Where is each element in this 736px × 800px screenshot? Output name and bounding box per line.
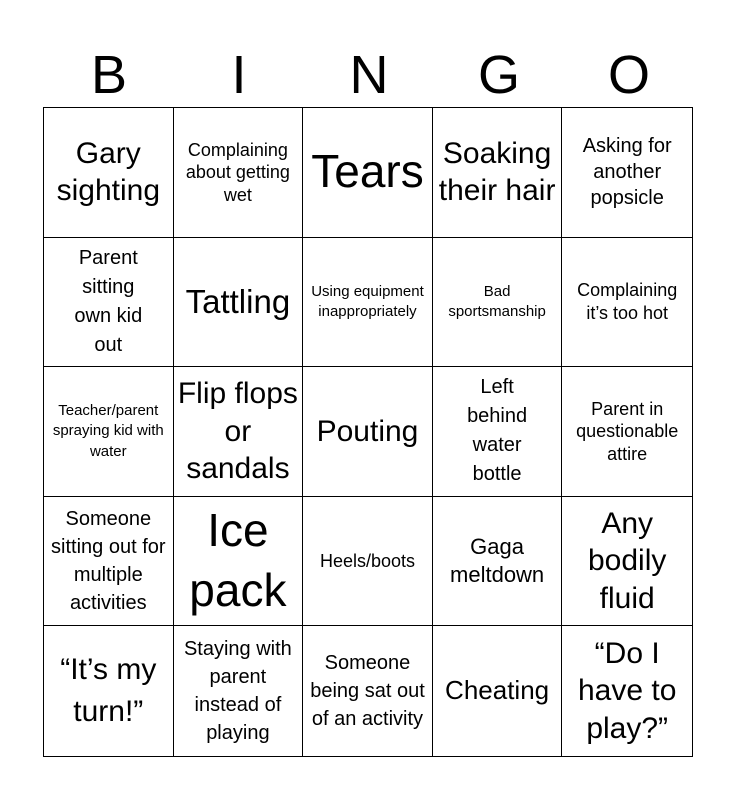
bingo-cell[interactable] — [174, 108, 304, 238]
bingo-cell[interactable] — [44, 626, 174, 756]
header-letter-o: O — [607, 45, 650, 105]
cell-text: Pouting — [316, 414, 419, 448]
bingo-cell[interactable] — [433, 367, 563, 497]
bingo-cell[interactable] — [433, 626, 563, 756]
bingo-cell[interactable] — [303, 367, 433, 497]
cell-text: Any bodily fluid — [587, 506, 667, 615]
bingo-cell[interactable] — [303, 238, 433, 368]
cell-text: Left behind water bottle — [467, 376, 528, 486]
header-letter-i: I — [231, 45, 247, 105]
bingo-cell[interactable] — [174, 626, 304, 756]
cell-text: Tears — [311, 145, 424, 198]
cell-text: Tattling — [185, 282, 291, 320]
cell-text: Heels/boots — [319, 550, 416, 571]
header-letter-b: B — [90, 45, 128, 105]
bingo-cell[interactable] — [303, 108, 433, 238]
header-letter-g: G — [477, 45, 520, 105]
bingo-cell[interactable] — [562, 108, 692, 238]
bingo-cell[interactable] — [303, 626, 433, 756]
bingo-cell[interactable] — [44, 108, 174, 238]
bingo-cell[interactable] — [433, 108, 563, 238]
cell-text: Complaining it’s too hot — [577, 280, 678, 323]
cell-text: “It’s my turn!” — [60, 653, 157, 729]
bingo-cell[interactable] — [44, 497, 174, 627]
header-letter-n: N — [349, 45, 389, 105]
cell-text: Bad sportsmanship — [448, 282, 546, 320]
bingo-cell[interactable] — [303, 497, 433, 627]
cell-text: Using equipment inappropriately — [311, 282, 424, 320]
cell-text: Asking for another popsicle — [582, 135, 672, 210]
cell-text: Parent in questionable attire — [576, 398, 679, 464]
cell-text: Someone being sat out of an activity — [310, 652, 425, 731]
cell-text: Flip flops or sandals — [177, 377, 298, 486]
cell-text: Staying with parent instead of playing — [183, 638, 292, 745]
cell-text: Gaga meltdown — [450, 533, 545, 588]
cell-text: Parent sitting own kid out — [74, 246, 143, 356]
bingo-grid — [43, 107, 693, 757]
bingo-cell[interactable] — [562, 367, 692, 497]
cell-text: Cheating — [445, 675, 550, 706]
bingo-cell[interactable] — [174, 238, 304, 368]
bingo-cell[interactable] — [433, 238, 563, 368]
bingo-cell[interactable] — [562, 626, 692, 756]
cell-text: Teacher/parent spraying kid with water — [52, 402, 164, 460]
bingo-cell[interactable] — [44, 238, 174, 368]
cell-text: Someone sitting out for multiple activities — [51, 508, 166, 615]
bingo-header — [44, 44, 694, 106]
bingo-cell[interactable] — [174, 497, 304, 627]
cell-text: Soaking their hair — [438, 136, 556, 208]
cell-text: Complaining about getting wet — [185, 139, 290, 205]
bingo-cell[interactable] — [44, 367, 174, 497]
cell-text: Ice pack — [189, 504, 287, 617]
bingo-cell[interactable] — [562, 497, 692, 627]
cell-text: Gary sighting — [56, 136, 160, 208]
cell-text: “Do I have to play?” — [577, 636, 677, 745]
bingo-cell[interactable] — [433, 497, 563, 627]
bingo-cell[interactable] — [174, 367, 304, 497]
bingo-cell[interactable] — [562, 238, 692, 368]
